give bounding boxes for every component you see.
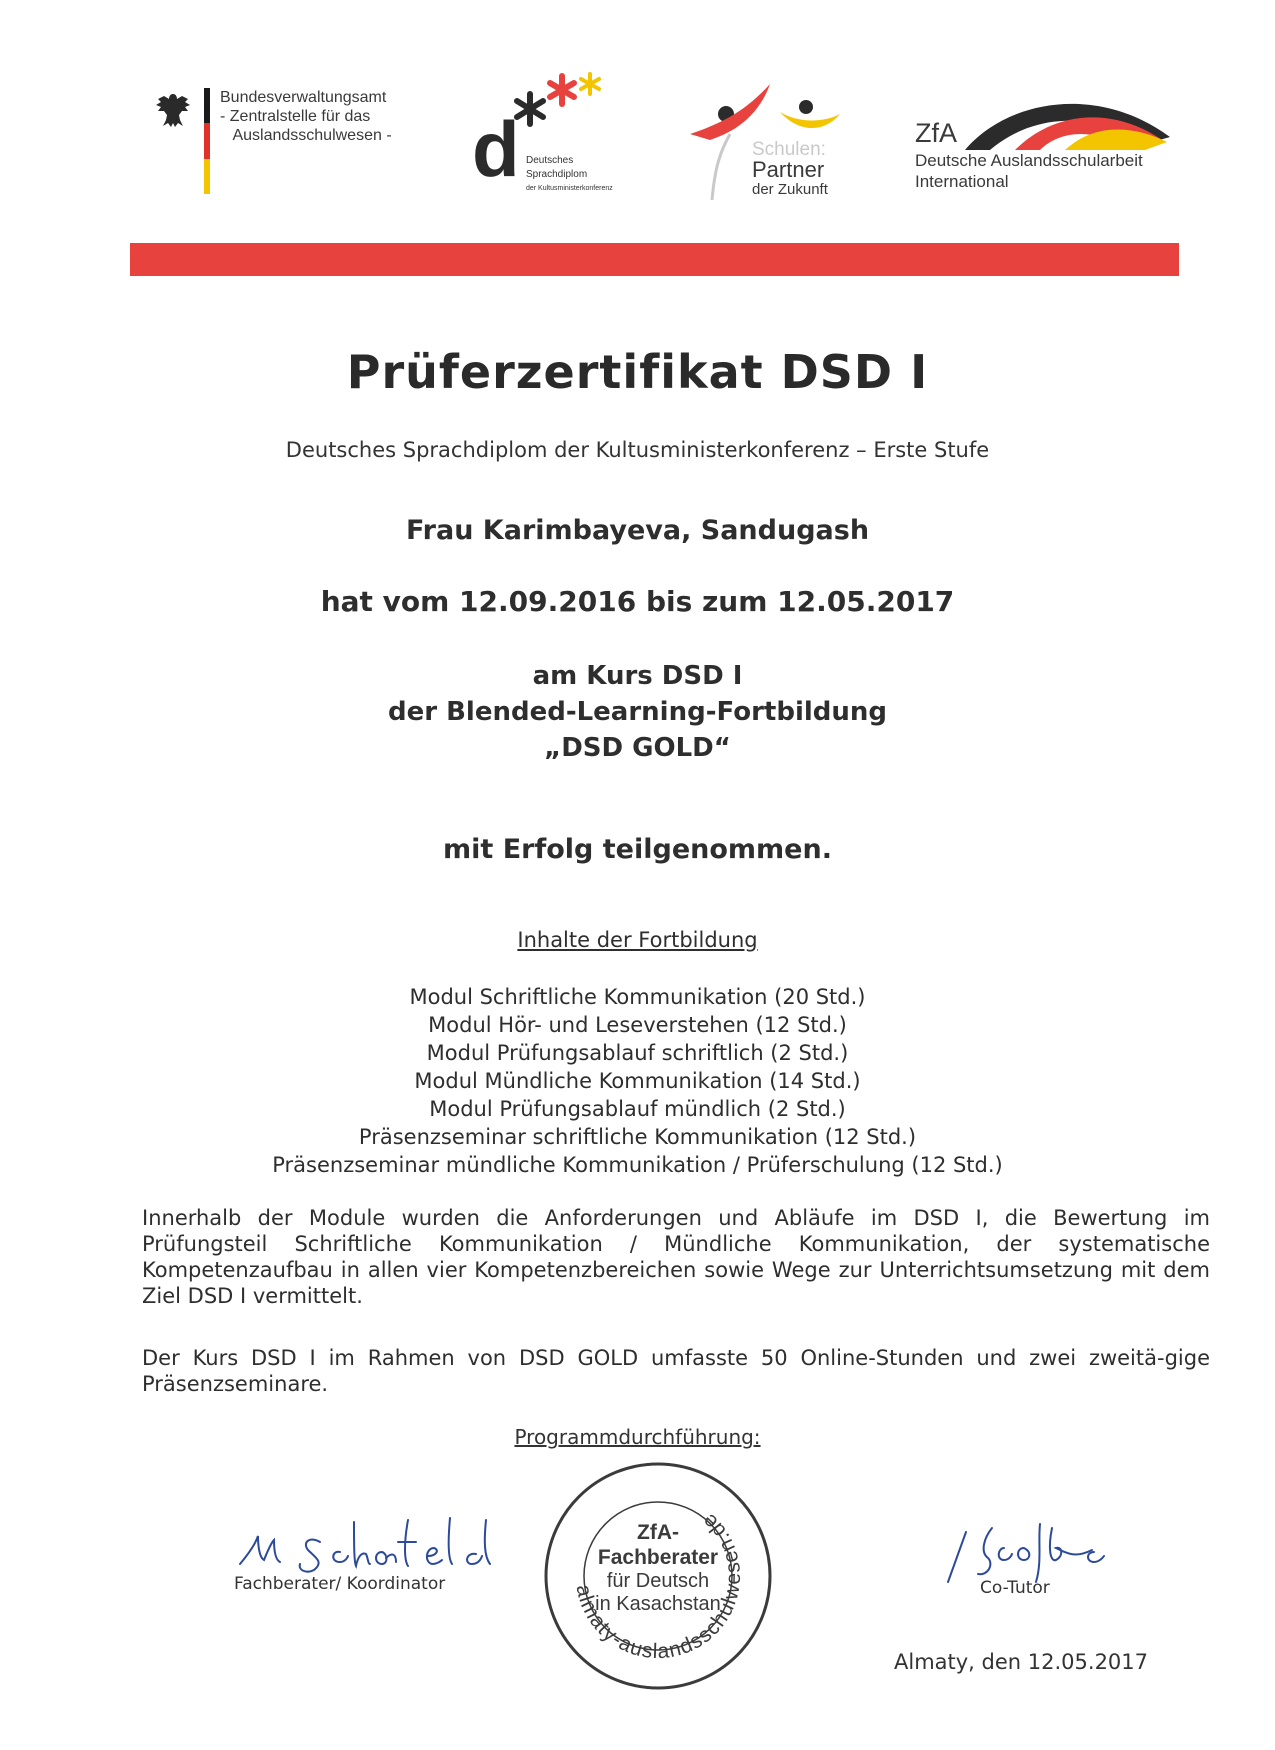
list-item: Modul Prüfungsablauf mündlich (2 Std.) [429, 1097, 846, 1121]
zfa-logo-subtitle: Deutsche Auslandsschularbeit International [915, 151, 1143, 191]
program-heading: Programmdurchführung: [514, 1425, 761, 1449]
pasch-logo [690, 82, 850, 212]
module-list [0, 983, 1275, 1179]
zfa-logo [915, 92, 1175, 202]
certificate-subtitle: Deutsches Sprachdiplom der Kultusministerkonferenz – Erste Stufe [285, 438, 990, 462]
list-item: Präsenzseminar schriftliche Kommunikation (12 Std.) [358, 1125, 917, 1149]
list-item: Präsenzseminar mündliche Kommunikation / Prüferschulung (12 Std.) [272, 1153, 1003, 1177]
list-item: Modul Prüfungsablauf schriftlich (2 Std.) [426, 1041, 849, 1065]
dsd-asterisks-icon [512, 72, 622, 142]
recipient-name: Frau Karimbayeva, Sandugash [405, 515, 870, 546]
result-statement: mit Erfolg teilgenommen. [443, 834, 832, 865]
zfa-logo-title: ZfA [915, 118, 958, 148]
list-item: Modul Hör- und Leseverstehen (12 Std.) [428, 1013, 847, 1037]
federal-eagle-icon [152, 90, 194, 130]
description-paragraph: Innerhalb der Module wurden die Anforderungen und Abläufe im DSD I, die Bewertung im Prüfungsteil Schriftliche Kommunikation / Mündliche Kommunikation, der systematische Kompetenzaufbau in allen vier Kompetenzbereichen sowie Wege zur Unterrichtsumsetzung mit dem Ziel DSD I vermittelt. [142, 1206, 1210, 1308]
dsd-logo [470, 72, 660, 202]
certificate-title: Prüferzertifikat DSD I [346, 345, 929, 399]
german-flag-bar [204, 88, 210, 194]
pasch-logo-text: Schulen: Partner der Zukunft [752, 139, 828, 198]
dsd-logo-text: Deutsches Sprachdiplom der Kultusministerkonferenz [526, 155, 613, 192]
place-and-date: Almaty, den 12.05.2017 [894, 1650, 1149, 1674]
left-signature [236, 1512, 546, 1582]
stamp-ring-text: almaty-auslandsschulwesen.de [571, 1508, 746, 1664]
course-description: am Kurs DSD I der Blended-Learning-Fortbildung „DSD GOLD“ [387, 661, 888, 763]
left-signature-label: Fachberater/ Koordinator [234, 1574, 446, 1594]
contents-heading: Inhalte der Fortbildung [517, 928, 758, 952]
stamp-text: ZfA- Fachberater für Deutsch in Kasachstan [595, 1521, 721, 1615]
course-dates: hat vom 12.09.2016 bis zum 12.05.2017 [320, 585, 955, 618]
hours-paragraph: Der Kurs DSD I im Rahmen von DSD GOLD umfasste 50 Online-Stunden und zwei zweitä-gige Präsenzseminare. [142, 1346, 1210, 1396]
official-stamp [538, 1456, 778, 1696]
bva-logo [152, 88, 422, 198]
bva-logo-text: Bundesverwaltungsamt - Zentralstelle für das Auslandsschulwesen - [220, 89, 392, 144]
list-item: Modul Mündliche Kommunikation (14 Std.) [414, 1069, 861, 1093]
right-signature-label: Co-Tutor [980, 1578, 1050, 1598]
list-item: Modul Schriftliche Kommunikation (20 Std.) [409, 985, 866, 1009]
header-red-bar [130, 243, 1179, 276]
dsd-logo-letter: d [472, 105, 520, 193]
zfa-arc-icon [945, 92, 1185, 152]
